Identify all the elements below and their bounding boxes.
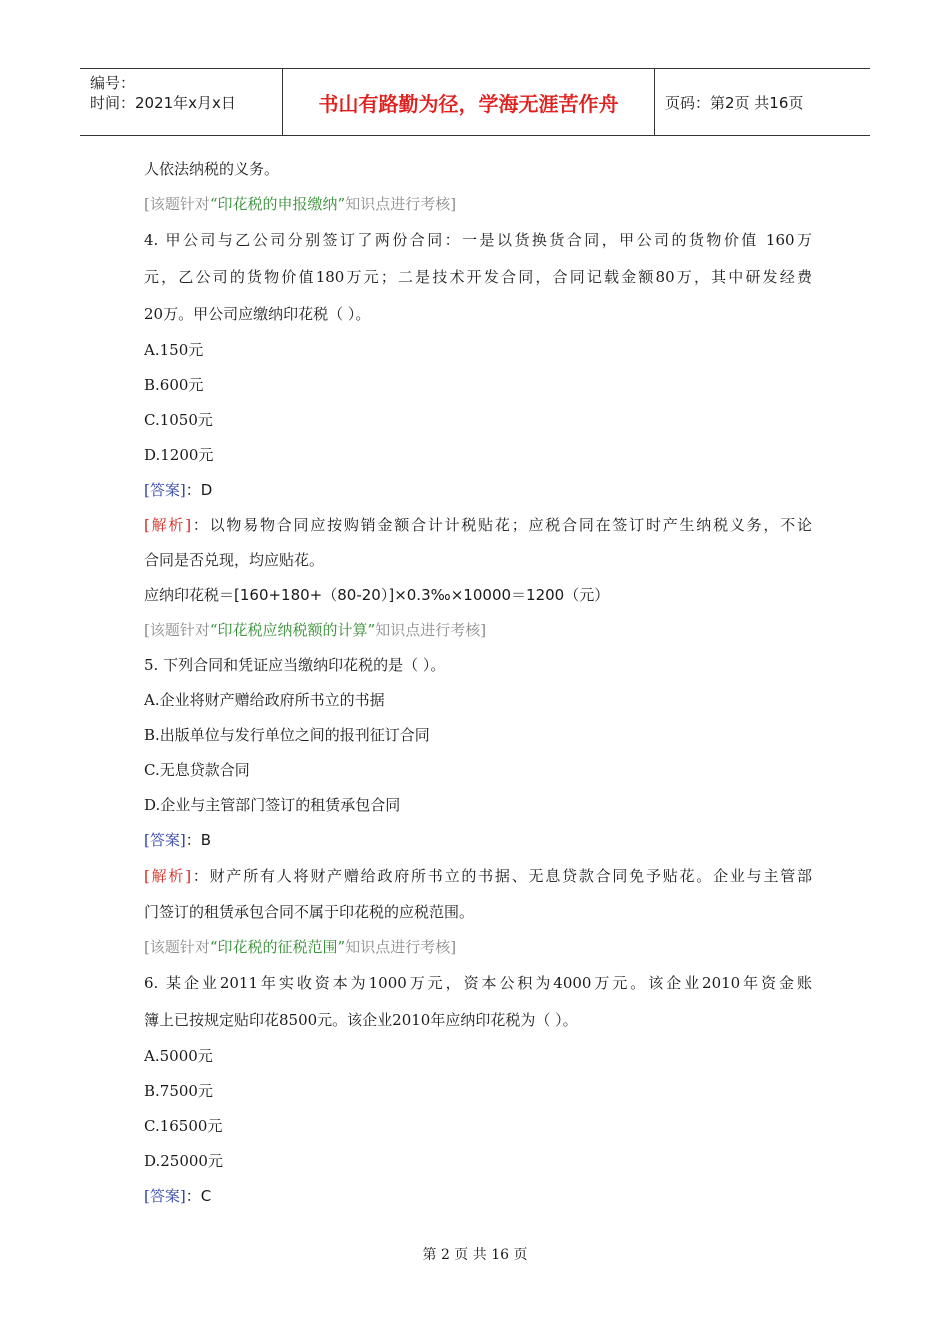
option-d: D.25000元 xyxy=(144,1152,223,1170)
analysis-line xyxy=(144,508,812,543)
analysis-line xyxy=(144,858,812,895)
note-suffix: 知识点进行考核] xyxy=(375,621,487,639)
answer-label: [答案] xyxy=(144,481,186,499)
note-topic: “印花税应纳税额的计算” xyxy=(209,621,376,639)
document-date: 时间：2021年x月x日 xyxy=(90,94,236,112)
note-suffix: 知识点进行考核] xyxy=(345,195,457,213)
analysis-text: 门签订的租赁承包合同不属于印花税的应税范围。 xyxy=(144,903,475,921)
answer-line xyxy=(144,823,812,858)
option-b: B.出版单位与发行单位之间的报刊征订合同 xyxy=(144,726,430,744)
page-header xyxy=(80,68,870,136)
calculation-line: 应纳印花税＝[160+180+（80-20）]×0.3‰×10000＝1200（元） xyxy=(144,586,610,604)
topic-note xyxy=(144,613,812,648)
topic-note xyxy=(144,187,812,222)
answer-value: D xyxy=(200,481,213,499)
answer-separator: ： xyxy=(185,831,201,849)
option-d: D.1200元 xyxy=(144,446,214,464)
option-c: C.16500元 xyxy=(144,1117,223,1135)
question-5-text: 5. 下列合同和凭证应当缴纳印花税的是（ ）。 xyxy=(144,656,446,674)
header-page-info: 页码：第2页 共16页 xyxy=(665,93,804,112)
option-b: B.600元 xyxy=(144,376,204,394)
answer-label: [答案] xyxy=(144,1187,186,1205)
answer-separator: ： xyxy=(185,1187,201,1205)
option-a: A.企业将财产赠给政府所书立的书据 xyxy=(144,691,385,709)
answer-line xyxy=(144,1179,812,1214)
body-text: 人依法纳税的义务。 xyxy=(144,160,280,178)
document-body xyxy=(144,152,812,1214)
note-topic: “印花税的征税范围” xyxy=(209,938,346,956)
answer-value: C xyxy=(200,1187,212,1205)
answer-line xyxy=(144,473,812,508)
option-c: C.1050元 xyxy=(144,411,213,429)
question-6-text: 6. 某企业2011年实收资本为1000万元，资本公积为4000万元。该企业2010年资金账 xyxy=(144,974,812,992)
page-footer: 第 2 页 共 16 页 xyxy=(422,1247,528,1263)
analysis-text: ：以物易物合同应按购销金额合计计税贴花；应税合同在签订时产生纳税义务，不论 xyxy=(191,516,812,534)
question-6-text: 簿上已按规定贴印花8500元。该企业2010年应纳印花税为（ ）。 xyxy=(144,1011,578,1029)
analysis-text: 合同是否兑现，均应贴花。 xyxy=(144,551,325,569)
note-prefix: [该题针对 xyxy=(144,621,210,639)
note-prefix: [该题针对 xyxy=(144,938,210,956)
question-4-text: 20万。甲公司应缴纳印花税（ ）。 xyxy=(144,305,371,323)
option-c: C.无息贷款合同 xyxy=(144,761,250,779)
analysis-text: ：财产所有人将财产赠给政府所书立的书据、无息贷款合同免予贴花。企业与主管部 xyxy=(191,867,812,885)
document-number-label: 编号： xyxy=(90,74,136,92)
option-b: B.7500元 xyxy=(144,1082,213,1100)
analysis-label: [解析] xyxy=(144,516,192,534)
option-a: A.150元 xyxy=(144,341,204,359)
header-meta xyxy=(80,69,282,135)
question-4-text: 4. 甲公司与乙公司分别签订了两份合同：一是以货换货合同，甲公司的货物价值 160万 xyxy=(144,231,812,249)
note-suffix: 知识点进行考核] xyxy=(345,938,457,956)
note-topic: “印花税的申报缴纳” xyxy=(209,195,346,213)
topic-note xyxy=(144,930,812,965)
question-4-text: 元，乙公司的货物价值180万元；二是技术开发合同，合同记载金额80万，其中研发经费 xyxy=(144,268,812,286)
answer-separator: ： xyxy=(185,481,201,499)
header-motto: 书山有路勤为径，学海无涯苦作舟 xyxy=(282,69,655,135)
analysis-label: [解析] xyxy=(144,867,192,885)
option-a: A.5000元 xyxy=(144,1047,213,1065)
option-d: D.企业与主管部门签订的租赁承包合同 xyxy=(144,796,401,814)
note-prefix: [该题针对 xyxy=(144,195,210,213)
answer-label: [答案] xyxy=(144,831,186,849)
answer-value: B xyxy=(200,831,212,849)
